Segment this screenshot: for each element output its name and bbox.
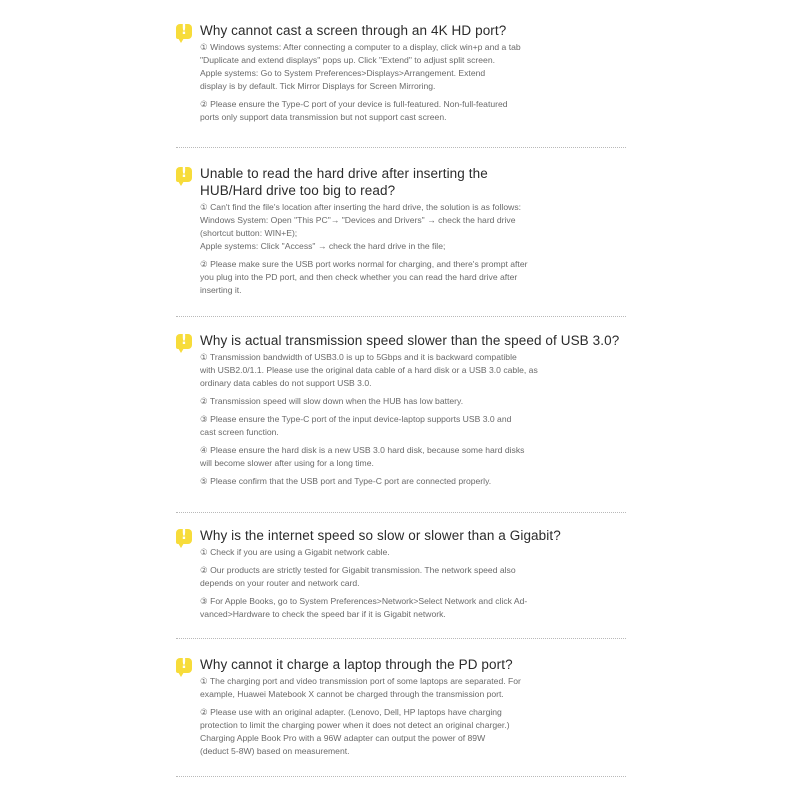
answer-list	[176, 41, 626, 124]
answer-paragraph: ① Transmission bandwidth of USB3.0 is up to 5Gbps and it is backward compatible with USB2.0/1.1. Please use the original data cable of a hard disk or a USB 3.0 cable, as ordinary data cables do not support USB 3.0.	[200, 352, 538, 388]
section-divider	[176, 316, 626, 317]
faq-item-5	[176, 656, 626, 763]
answer-paragraph: ⑤ Please confirm that the USB port and Type-C port are connected properly.	[200, 476, 492, 486]
exclamation-icon	[176, 24, 192, 39]
answer-list	[176, 201, 626, 297]
answer-list	[176, 351, 626, 488]
question-text: Why is actual transmission speed slower than the speed of USB 3.0?	[200, 333, 620, 348]
section-divider	[176, 147, 626, 148]
answer-paragraph: ② Please use with an original adapter. (Lenovo, Dell, HP laptops have charging protection to limit the charging power when it does not detect an original charger.) Charging Apple Book Pro with a 96W adapter can output the power of 89W (deduct 5-8W) based on measurement.	[200, 707, 510, 756]
exclamation-icon	[176, 334, 192, 349]
exclamation-icon	[176, 658, 192, 673]
answer-paragraph: ② Transmission speed will slow down when the HUB has low battery.	[200, 396, 464, 406]
exclamation-icon	[176, 167, 192, 182]
faq-item-3	[176, 332, 626, 493]
question-text: Why is the internet speed so slow or slower than a Gigabit?	[200, 528, 561, 543]
exclamation-icon	[176, 529, 192, 544]
answer-paragraph: ④ Please ensure the hard disk is a new USB 3.0 hard disk, because some hard disks will become slower after using for a long time.	[200, 445, 525, 468]
section-divider	[176, 776, 626, 777]
answer-paragraph: ① Windows systems: After connecting a computer to a display, click win+p and a tab "Duplicate and extend displays" pops up. Click "Extend" to adjust split screen. Apple systems: Go to System Preferences>Displays>Arrangement. Extend display is by default. Tick Mirror Displays for Screen Mirroring.	[200, 42, 521, 91]
faq-item-1	[176, 22, 626, 129]
answer-list	[176, 546, 626, 621]
faq-item-2	[176, 165, 626, 302]
question-text: Why cannot it charge a laptop through the PD port?	[200, 657, 513, 672]
question-row	[176, 656, 626, 673]
question-row	[176, 22, 626, 39]
answer-paragraph: ① Check if you are using a Gigabit network cable.	[200, 547, 390, 557]
question-row	[176, 527, 626, 544]
answer-paragraph: ① The charging port and video transmission port of some laptops are separated. For example, Huawei Matebook X cannot be charged through the transmission port.	[200, 676, 521, 699]
answer-paragraph: ① Can't find the file's location after inserting the hard drive, the solution is as follows: Windows System: Open "This PC"→ "Devices and Drivers" → check the hard drive (shortcut button: WIN+E); Apple systems: Click "Access" → check the hard drive in the file;	[200, 202, 522, 251]
question-text: Unable to read the hard drive after inserting the HUB/Hard drive too big to read?	[200, 166, 488, 198]
answer-list	[176, 675, 626, 758]
section-divider	[176, 638, 626, 639]
question-text: Why cannot cast a screen through an 4K HD port?	[200, 23, 507, 38]
question-row	[176, 332, 626, 349]
answer-paragraph: ② Please make sure the USB port works normal for charging, and there's prompt after you plug into the PD port, and then check whether you can read the hard drive after inserting it.	[200, 259, 528, 295]
answer-paragraph: ③ For Apple Books, go to System Preferences>Network>Select Network and click Ad- vanced>Hardware to check the speed bar if it is Gigabit network.	[200, 596, 528, 619]
answer-paragraph: ② Please ensure the Type-C port of your device is full-featured. Non-full-featured ports only support data transmission but not support cast screen.	[200, 99, 508, 122]
faq-item-4	[176, 527, 626, 626]
answer-paragraph: ② Our products are strictly tested for Gigabit transmission. The network speed also depends on your router and network card.	[200, 565, 516, 588]
answer-paragraph: ③ Please ensure the Type-C port of the input device-laptop supports USB 3.0 and cast screen function.	[200, 414, 512, 437]
section-divider	[176, 512, 626, 513]
question-row	[176, 165, 626, 199]
